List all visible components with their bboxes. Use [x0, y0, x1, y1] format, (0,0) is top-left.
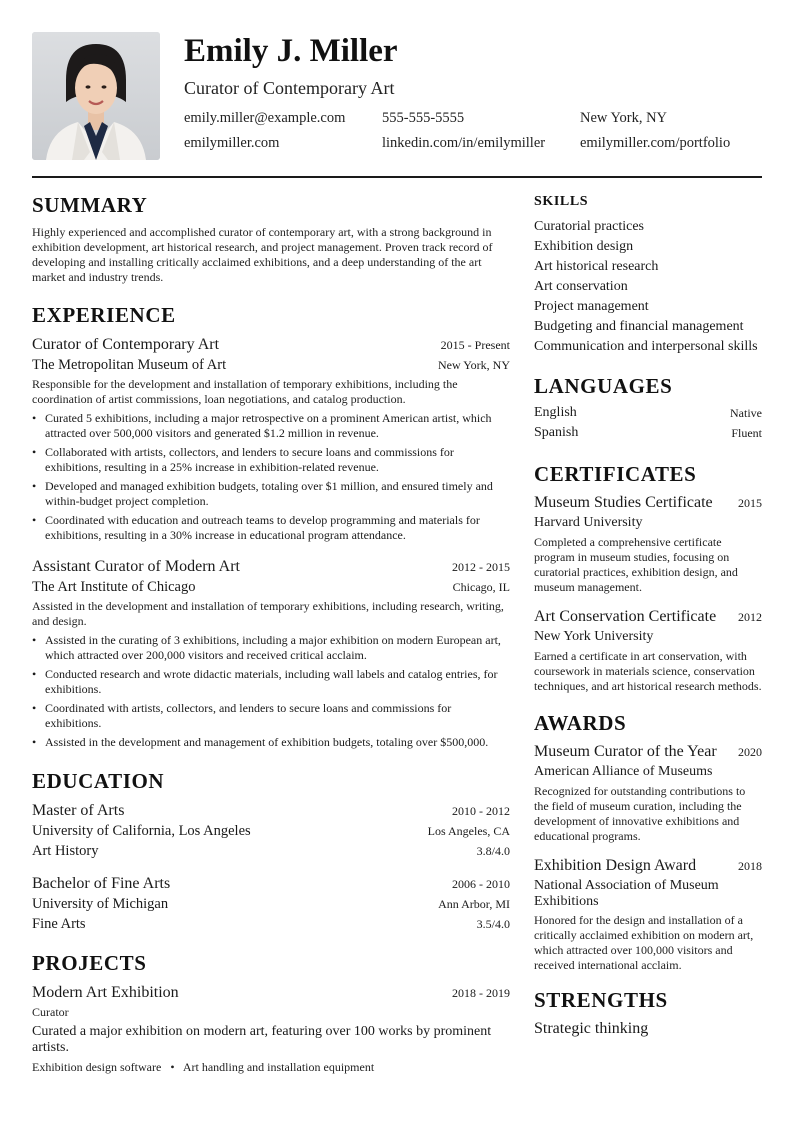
- gpa: 3.5/4.0: [476, 917, 510, 931]
- school-location: Los Angeles, CA: [427, 824, 510, 838]
- skill-item: Curatorial practices: [534, 219, 645, 234]
- project-role: Curator: [32, 1005, 69, 1019]
- summary-text: Highly experienced and accomplished curator of contemporary art, with a strong background in exhibition development, art historical research, and project management. Proven track record of developing and installing critically acclaimed exhibitions, and a deep understanding of the art market and industry trends.: [32, 225, 493, 284]
- skill-item: Budgeting and financial management: [534, 319, 744, 334]
- bullet-item: • Collaborated with artists, collectors, and lenders to secure loans and commissions for exhibitions, resulting in a 25% increase in exhibition-related revenue.: [32, 445, 510, 475]
- job-location: Chicago, IL: [452, 580, 510, 594]
- project-entry: [32, 983, 510, 1075]
- degree-name: Master of Arts: [32, 802, 125, 819]
- language-name: English: [534, 405, 577, 420]
- job-dates: 2015 - Present: [440, 338, 510, 352]
- section-heading: PROJECTS: [32, 951, 147, 975]
- section-heading: CERTIFICATES: [534, 462, 697, 486]
- bullet-item: • Coordinated with education and outreach teams to develop programming and materials for exhibitions, resulting in a 30% increase in educational program attendance.: [32, 513, 510, 543]
- strengths-section: [534, 987, 762, 1039]
- award-entry: [534, 856, 762, 973]
- portrait-image: [32, 32, 160, 160]
- section-heading: EXPERIENCE: [32, 303, 176, 327]
- award-issuer: National Association of Museum Exhibitions: [534, 878, 719, 909]
- sidebar-column: [534, 192, 762, 1039]
- gpa: 3.8/4.0: [476, 844, 510, 858]
- degree-name: Bachelor of Fine Arts: [32, 875, 171, 892]
- contact-email[interactable]: emily.miller@example.com: [184, 110, 346, 126]
- school-name: University of California, Los Angeles: [32, 823, 251, 839]
- project-dates: 2018 - 2019: [452, 986, 510, 1000]
- award-entry: [534, 742, 762, 844]
- project-tags: [32, 1060, 510, 1075]
- strength-item: Strategic thinking: [534, 1020, 649, 1037]
- education-entry: [32, 874, 510, 933]
- tag-separator: •: [170, 1060, 175, 1074]
- skill-item: Art conservation: [534, 279, 628, 294]
- award-year: 2020: [738, 745, 762, 759]
- skills-list: [534, 217, 762, 357]
- job-organization: The Metropolitan Museum of Art: [32, 357, 227, 373]
- education-section: [32, 768, 510, 933]
- field-of-study: Fine Arts: [32, 916, 86, 932]
- job-organization: The Art Institute of Chicago: [32, 579, 196, 595]
- job-title: Curator of Contemporary Art: [32, 336, 220, 353]
- language-level: Native: [730, 406, 762, 420]
- job-dates: 2012 - 2015: [452, 560, 510, 574]
- certificate-description: Earned a certificate in art conservation, with coursework in materials science, conservation techniques, and art historical research methods.: [534, 649, 762, 693]
- skills-section: [534, 192, 762, 357]
- certificate-name: Art Conservation Certificate: [534, 608, 717, 625]
- job-entry: [32, 557, 510, 750]
- certificate-issuer: New York University: [534, 629, 654, 644]
- award-name: Exhibition Design Award: [534, 857, 697, 874]
- certificate-issuer: Harvard University: [534, 515, 643, 530]
- project-tag: Exhibition design software: [32, 1060, 162, 1074]
- bullet-item: • Developed and managed exhibition budgets, totaling over $1 million, and ensured timely and within-budget project completion.: [32, 479, 510, 509]
- language-level: Fluent: [731, 426, 762, 440]
- bullet-item: • Conducted research and wrote didactic materials, including wall labels and catalog entries, for exhibitions.: [32, 667, 510, 697]
- language-name: Spanish: [534, 425, 579, 440]
- language-item: [534, 403, 762, 423]
- awards-section: [534, 710, 762, 973]
- contact-portfolio[interactable]: emilymiller.com/portfolio: [580, 135, 731, 151]
- job-description: Responsible for the development and installation of temporary exhibitions, including the coordination of artist commissions, loan negotiations, and catalog production.: [32, 377, 458, 406]
- job-title: Assistant Curator of Modern Art: [32, 558, 240, 575]
- candidate-name: Emily J. Miller: [184, 33, 398, 69]
- award-description: Honored for the design and installation of a critically acclaimed exhibition on modern art, which attracted over 100,000 visitors and received international acclaim.: [534, 913, 754, 972]
- job-bullets: [32, 633, 510, 750]
- candidate-title: Curator of Contemporary Art: [184, 78, 395, 98]
- field-of-study: Art History: [32, 843, 99, 859]
- degree-dates: 2010 - 2012: [452, 804, 510, 818]
- section-heading: LANGUAGES: [534, 374, 673, 398]
- school-name: University of Michigan: [32, 896, 169, 912]
- job-bullets: [32, 411, 510, 543]
- job-description: Assisted in the development and installation of temporary exhibitions, including research, writing, and design.: [32, 599, 504, 628]
- contact-linkedin[interactable]: linkedin.com/in/emilymiller: [382, 135, 546, 151]
- section-heading: AWARDS: [534, 711, 627, 735]
- contact-location: New York, NY: [580, 110, 668, 126]
- award-description: Recognized for outstanding contributions to the field of museum curation, including the development of innovative exhibitions and educational programs.: [534, 784, 746, 843]
- resume-header: [32, 32, 762, 160]
- certificate-name: Museum Studies Certificate: [534, 494, 713, 511]
- school-location: Ann Arbor, MI: [438, 897, 510, 911]
- degree-dates: 2006 - 2010: [452, 877, 510, 891]
- skill-item: Communication and interpersonal skills: [534, 339, 758, 354]
- bullet-item: • Assisted in the development and management of exhibition budgets, totaling over $500,000.: [32, 735, 510, 750]
- skill-item: Exhibition design: [534, 239, 634, 254]
- bullet-item: • Curated 5 exhibitions, including a major retrospective on a prominent American artist, which attracted over 500,000 visitors and generated $1.2 million in revenue.: [32, 411, 510, 441]
- skill-item: Art historical research: [534, 259, 659, 274]
- certificate-entry: [534, 607, 762, 694]
- bullet-item: • Assisted in the curating of 3 exhibitions, including a major exhibition on modern European art, which attracted over 200,000 visitors and received critical acclaim.: [32, 633, 510, 663]
- certificate-description: Completed a comprehensive certificate program in museum studies, focusing on curatorial practices, exhibition design, and museum management.: [534, 535, 738, 594]
- job-entry: [32, 335, 510, 543]
- project-tag: Art handling and installation equipment: [182, 1060, 375, 1074]
- award-issuer: American Alliance of Museums: [534, 764, 713, 779]
- certificate-entry: [534, 493, 762, 595]
- skill-item: Project management: [534, 299, 649, 314]
- summary-section: [32, 192, 510, 285]
- section-heading: SUMMARY: [32, 193, 148, 217]
- award-name: Museum Curator of the Year: [534, 743, 717, 760]
- header-divider: [32, 176, 762, 178]
- certificates-section: [534, 461, 762, 694]
- certificate-year: 2012: [738, 610, 762, 624]
- job-location: New York, NY: [437, 358, 510, 372]
- award-year: 2018: [738, 859, 762, 873]
- contact-website[interactable]: emilymiller.com: [184, 135, 280, 151]
- section-heading: STRENGTHS: [534, 988, 668, 1012]
- project-description: Curated a major exhibition on modern art, featuring over 100 works by prominent artists.: [32, 1024, 492, 1055]
- profile-photo: [32, 32, 160, 160]
- certificate-year: 2015: [738, 496, 762, 510]
- language-item: [534, 423, 762, 443]
- experience-section: [32, 302, 510, 750]
- bullet-item: • Coordinated with artists, collectors, and lenders to secure loans and commissions for exhibitions.: [32, 701, 510, 731]
- contact-phone[interactable]: 555-555-5555: [382, 110, 465, 126]
- main-column: [32, 192, 510, 1075]
- section-heading: SKILLS: [534, 194, 589, 209]
- languages-section: [534, 373, 762, 443]
- languages-list: [534, 403, 762, 443]
- section-heading: EDUCATION: [32, 769, 165, 793]
- education-entry: [32, 801, 510, 860]
- projects-section: [32, 950, 510, 1075]
- project-name: Modern Art Exhibition: [32, 984, 179, 1001]
